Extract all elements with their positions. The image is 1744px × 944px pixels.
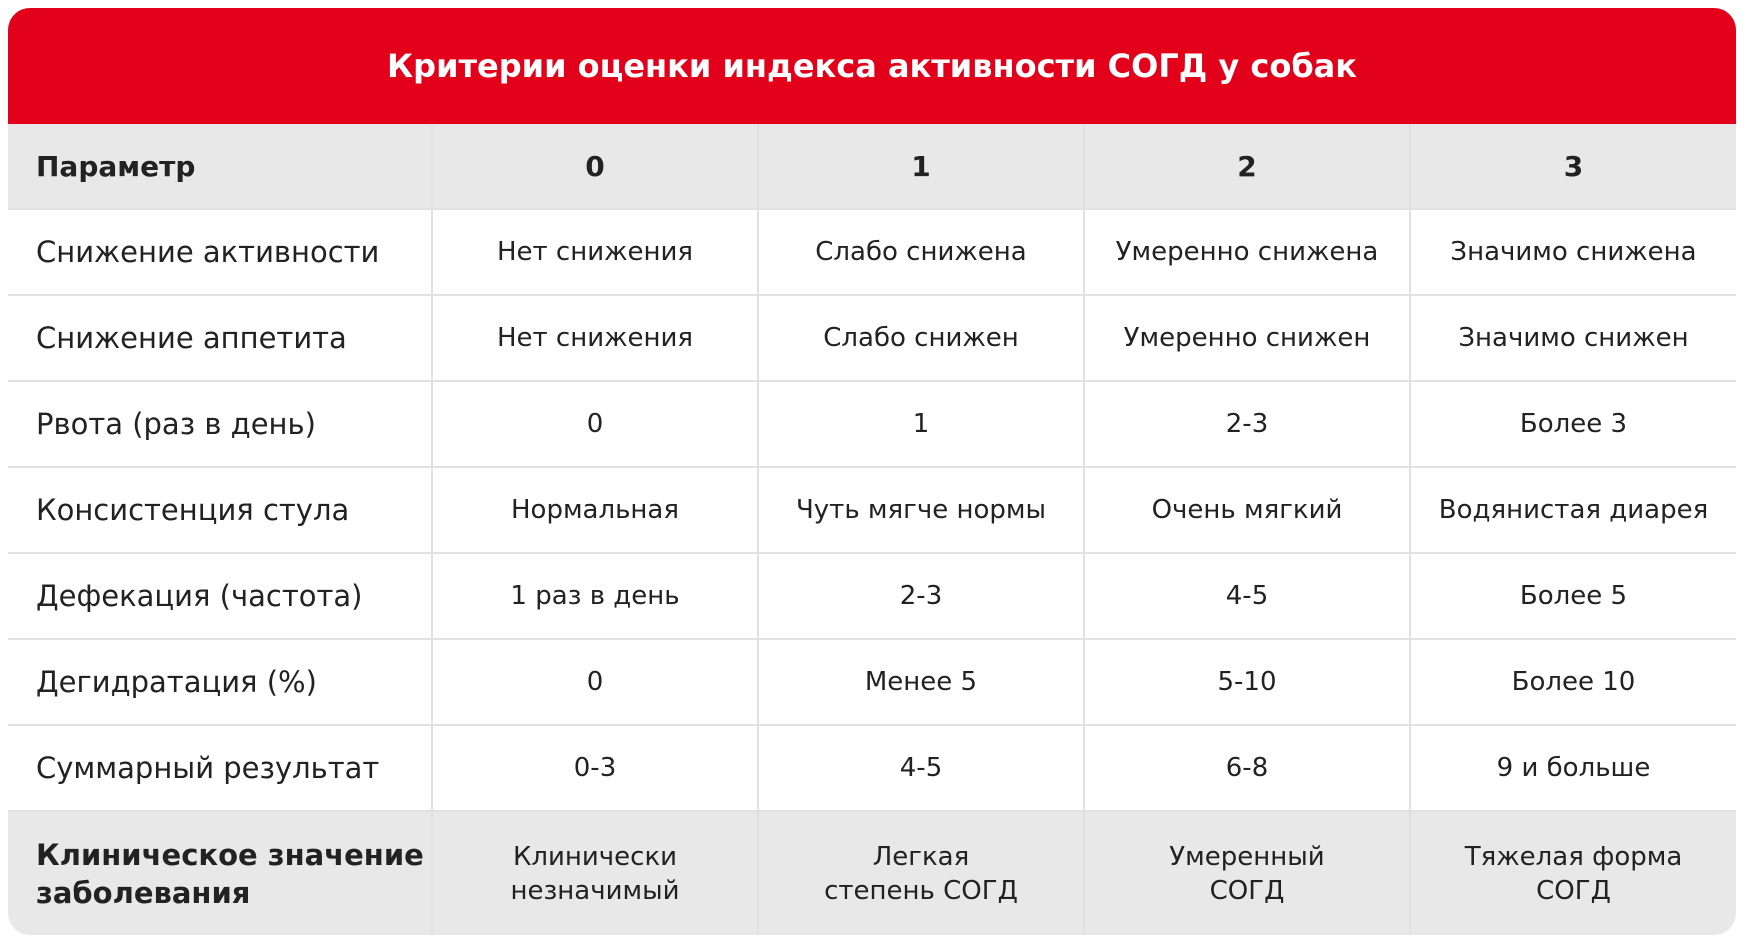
- table-cell: Нет снижения: [432, 295, 758, 381]
- table-title: Критерии оценки индекса активности СОГД у собак: [8, 8, 1736, 124]
- table-cell: Более 10: [1410, 639, 1736, 725]
- table-cell: Нормальная: [432, 467, 758, 553]
- header-cell-score-0: 0: [432, 124, 758, 209]
- table-cell: [758, 811, 1084, 935]
- table-row: [8, 467, 1736, 553]
- table-cell: [1084, 811, 1410, 935]
- table-cell: Менее 5: [758, 639, 1084, 725]
- table-header-row: [8, 124, 1736, 209]
- row-parameter: Дегидратация (%): [8, 639, 432, 725]
- row-parameter: Дефекация (частота): [8, 553, 432, 639]
- table-cell: 2-3: [1084, 381, 1410, 467]
- header-cell-score-2: 2: [1084, 124, 1410, 209]
- table-cell: 9 и больше: [1410, 725, 1736, 811]
- text-line: незначимый: [510, 875, 680, 906]
- table-cell: Умеренно снижена: [1084, 209, 1410, 295]
- row-parameter: Рвота (раз в день): [8, 381, 432, 467]
- header-cell-score-1: 1: [758, 124, 1084, 209]
- text-line: Тяжелая форма: [1464, 841, 1683, 872]
- table-row: [8, 725, 1736, 811]
- table-cell: 4-5: [758, 725, 1084, 811]
- header-cell-parameter: Параметр: [8, 124, 432, 209]
- table-cell: [1410, 811, 1736, 935]
- table-cell: Более 5: [1410, 553, 1736, 639]
- criteria-card: [8, 8, 1736, 935]
- table-cell: 0-3: [432, 725, 758, 811]
- table-cell: Значимо снижена: [1410, 209, 1736, 295]
- text-line: Клиническое значение: [36, 837, 424, 872]
- table-cell: Умеренно снижен: [1084, 295, 1410, 381]
- text-line: СОГД: [1536, 875, 1611, 906]
- table-cell: Чуть мягче нормы: [758, 467, 1084, 553]
- table-cell: Слабо снижена: [758, 209, 1084, 295]
- table-row: [8, 553, 1736, 639]
- table-cell: 5-10: [1084, 639, 1410, 725]
- table-row: [8, 381, 1736, 467]
- table-cell: 4-5: [1084, 553, 1410, 639]
- table-cell: 0: [432, 381, 758, 467]
- text-line: Клинически: [512, 841, 678, 872]
- table-cell: Нет снижения: [432, 209, 758, 295]
- table-cell: 1 раз в день: [432, 553, 758, 639]
- header-cell-score-3: 3: [1410, 124, 1736, 209]
- table-cell: [432, 811, 758, 935]
- table-row: [8, 639, 1736, 725]
- text-line: степень СОГД: [824, 875, 1018, 906]
- text-line: СОГД: [1209, 875, 1285, 906]
- text-line: заболевания: [36, 875, 251, 910]
- table-row: [8, 295, 1736, 381]
- table-cell: Слабо снижен: [758, 295, 1084, 381]
- table-cell: Очень мягкий: [1084, 467, 1410, 553]
- clinical-significance-row: [8, 811, 1736, 935]
- text-line: Умеренный: [1169, 841, 1325, 872]
- table-cell: 2-3: [758, 553, 1084, 639]
- table-cell: 0: [432, 639, 758, 725]
- text-line: Легкая: [872, 841, 970, 872]
- table-cell: Водянистая диарея: [1410, 467, 1736, 553]
- row-parameter: Суммарный результат: [8, 725, 432, 811]
- criteria-table: [8, 124, 1736, 935]
- row-parameter: Консистенция стула: [8, 467, 432, 553]
- table-cell: 6-8: [1084, 725, 1410, 811]
- table-cell: Значимо снижен: [1410, 295, 1736, 381]
- row-parameter: [8, 811, 432, 935]
- row-parameter: Снижение активности: [8, 209, 432, 295]
- table-cell: Более 3: [1410, 381, 1736, 467]
- table-cell: 1: [758, 381, 1084, 467]
- table-row: [8, 209, 1736, 295]
- row-parameter: Снижение аппетита: [8, 295, 432, 381]
